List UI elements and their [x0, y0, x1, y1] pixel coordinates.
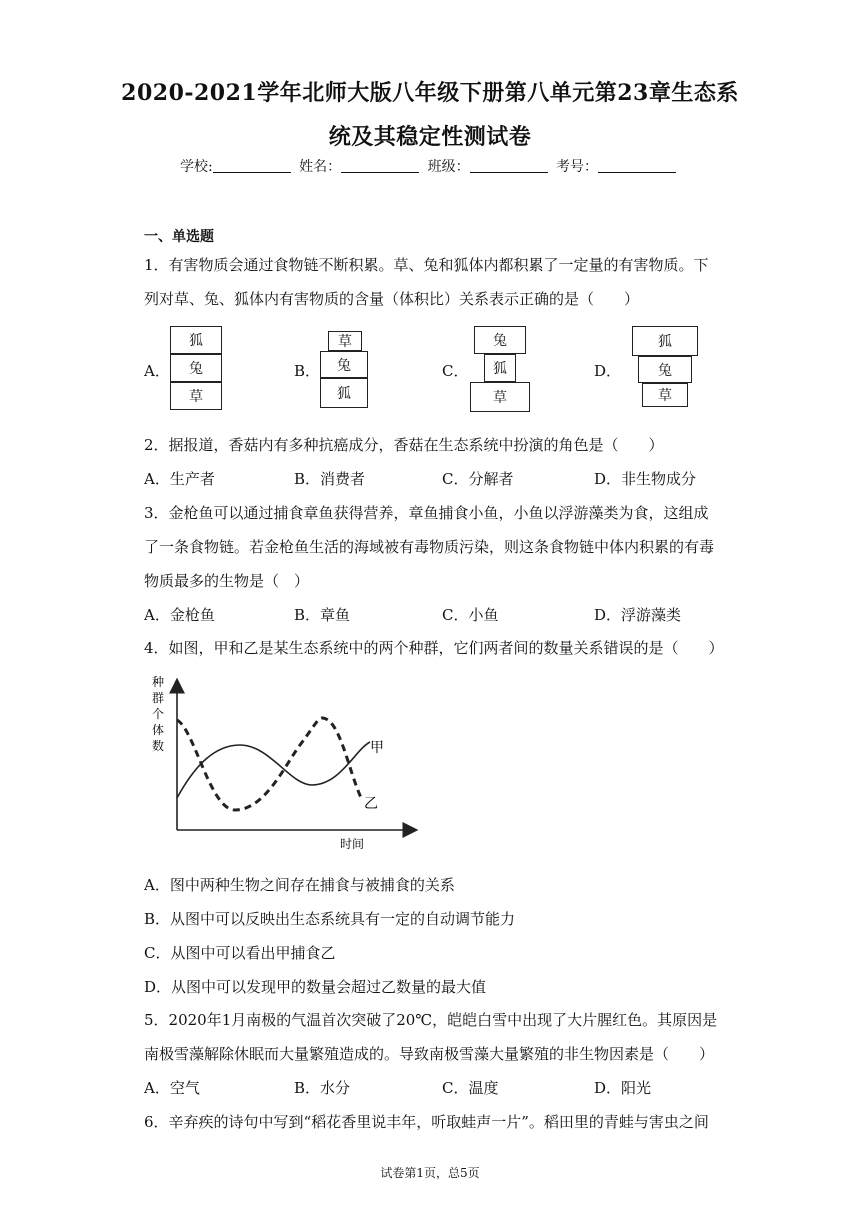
q2-text-line1: 2．据报道，香菇内有多种抗癌成分，香菇在生态系统中扮演的角色是（ ） — [144, 436, 664, 454]
q1-option-d-label: D． — [594, 362, 622, 380]
q3-option-a: A．金枪鱼 — [144, 606, 215, 624]
q1-c-box-bot: 草 — [470, 382, 530, 412]
q1-option-c-label: C． — [442, 362, 469, 380]
q3-text-line1: 3．金枪鱼可以通过捕食章鱼获得营养，章鱼捕食小鱼，小鱼以浮游藻类为食，这组成 — [144, 504, 709, 522]
class-label: 班级： — [427, 159, 470, 175]
series-yi-label: 乙 — [364, 796, 378, 812]
q6-text-line1: 6．辛弃疾的诗句中写到“稻花香里说丰年，听取蛙声一片”。稻田里的青蛙与害虫之间 — [144, 1113, 709, 1131]
q4-option-d: D．从图中可以发现甲的数量会超过乙数量的最大值 — [144, 978, 487, 996]
q4-option-a: A．图中两种生物之间存在捕食与被捕食的关系 — [144, 876, 455, 894]
q2-option-d: D．非生物成分 — [594, 470, 697, 488]
q3-option-d: D．浮游藻类 — [594, 606, 682, 624]
section-heading: 一、单选题 — [144, 229, 214, 245]
q1-a-box-mid: 兔 — [170, 354, 222, 382]
q5-text-line2: 南极雪藻解除休眠而大量繁殖造成的。导致南极雪藻大量繁殖的非生物因素是（ ） — [144, 1045, 715, 1063]
q1-c-box-top: 兔 — [474, 326, 526, 354]
graph-y-label-3: 个 — [152, 707, 165, 721]
class-blank — [470, 158, 548, 173]
name-blank — [341, 158, 419, 173]
id-label: 考号： — [556, 159, 599, 175]
q5-option-d: D．阳光 — [594, 1079, 652, 1097]
series-jia-label: 甲 — [370, 740, 384, 756]
q5-option-a: A．空气 — [144, 1079, 200, 1097]
series-jia-curve — [177, 742, 370, 798]
graph-x-label: 时间 — [340, 837, 365, 851]
q2-option-c: C．分解者 — [442, 470, 514, 488]
q1-text-line1: 1．有害物质会通过食物链不断积累。草、兔和狐体内都积累了一定量的有害物质。下 — [144, 256, 709, 274]
q1-a-box-top: 狐 — [170, 326, 222, 354]
q1-b-box-bot: 狐 — [320, 378, 368, 408]
q4-option-b: B．从图中可以反映出生态系统具有一定的自动调节能力 — [144, 910, 516, 928]
q3-text-line2: 了一条食物链。若金枪鱼生活的海域被有毒物质污染，则这条食物链中体内积累的有毒 — [144, 538, 715, 556]
series-yi-curve — [177, 718, 362, 810]
q3-text-line3: 物质最多的生物是（ ） — [144, 572, 310, 590]
school-label: 学校: — [179, 159, 213, 175]
name-label: 姓名： — [299, 159, 342, 175]
graph-y-label-5: 数 — [152, 739, 165, 753]
q5-option-c: C．温度 — [442, 1079, 499, 1097]
document-title-line1: 2020-2021学年北师大版八年级下册第八单元第23章生态系 — [121, 80, 739, 106]
school-blank — [213, 158, 291, 173]
q2-option-b: B．消费者 — [294, 470, 366, 488]
q3-option-b: B．章鱼 — [294, 606, 351, 624]
q1-d-box-bot: 草 — [642, 383, 688, 407]
population-graph — [140, 670, 440, 860]
q1-text-line2: 列对草、兔、狐体内有害物质的含量（体积比）关系表示正确的是（ ） — [144, 290, 640, 308]
student-info-line — [0, 156, 860, 176]
q1-option-a-label: A． — [144, 362, 170, 380]
q5-text-line1: 5．2020年1月南极的气温首次突破了20℃，皑皑白雪中出现了大片腥红色。其原因是 — [144, 1011, 718, 1029]
q1-option-b-label: B． — [294, 362, 321, 380]
q4-text-line1: 4．如图，甲和乙是某生态系统中的两个种群，它们两者间的数量关系错误的是（ ） — [144, 639, 724, 657]
page-footer: 试卷第1页，总5页 — [380, 1166, 480, 1180]
q1-a-box-bot: 草 — [170, 382, 222, 410]
q4-option-c: C．从图中可以看出甲捕食乙 — [144, 944, 336, 962]
document-title-line2: 统及其稳定性测试卷 — [328, 124, 532, 150]
q2-option-a: A．生产者 — [144, 470, 215, 488]
q1-d-box-mid: 兔 — [638, 356, 692, 383]
q1-d-box-top: 狐 — [632, 326, 698, 356]
q3-option-c: C．小鱼 — [442, 606, 499, 624]
q1-c-box-mid: 狐 — [484, 354, 516, 382]
q5-option-b: B．水分 — [294, 1079, 351, 1097]
graph-y-label-4: 体 — [152, 723, 165, 737]
id-blank — [598, 158, 676, 173]
q1-b-box-mid: 兔 — [320, 351, 368, 378]
graph-y-label-1: 种 — [152, 675, 165, 689]
graph-y-label-2: 群 — [152, 691, 165, 705]
q1-b-box-top: 草 — [328, 331, 362, 351]
